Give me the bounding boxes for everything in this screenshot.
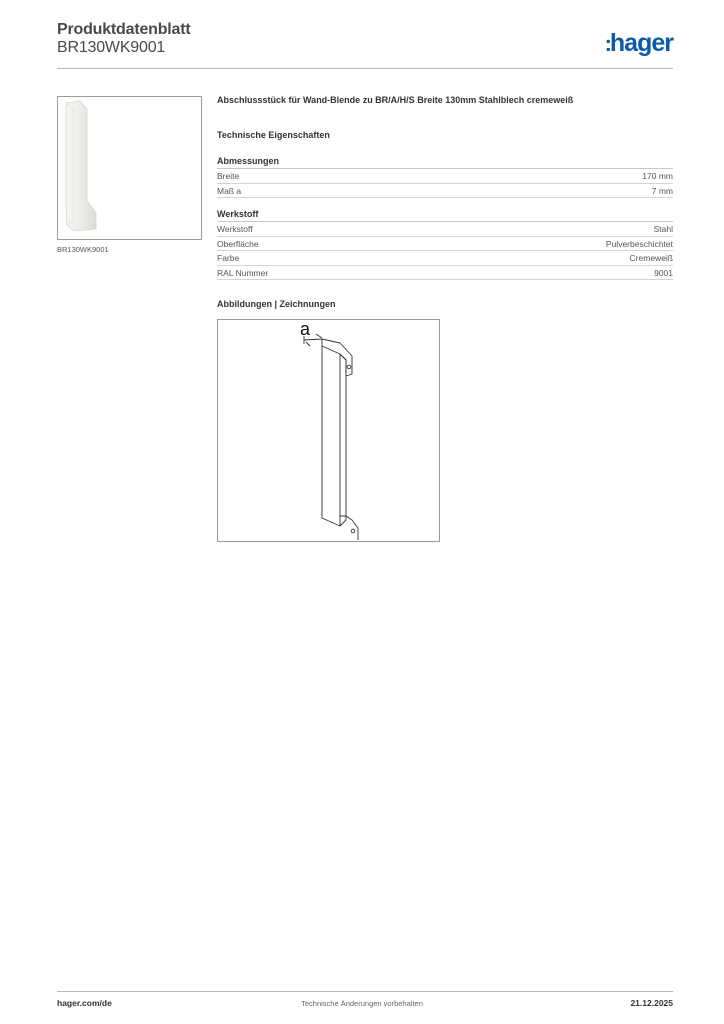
product-image-caption: BR130WK9001 [57, 245, 109, 254]
group-heading-material: Werkstoff [217, 209, 673, 222]
spec-row [217, 184, 673, 199]
technical-drawing [217, 319, 440, 542]
logo-text: hager [609, 29, 673, 57]
spec-value: 9001 [654, 267, 673, 278]
spec-value: Cremeweiß [629, 253, 673, 263]
header-divider [57, 68, 673, 69]
footer-divider [57, 991, 673, 992]
spec-key: Farbe [217, 253, 240, 263]
spec-key: Breite [217, 171, 240, 181]
product-photo [58, 97, 201, 239]
spec-row [217, 266, 673, 281]
spec-key: Maß a [217, 185, 242, 196]
spec-row [217, 251, 673, 266]
logo-prefix: : [604, 31, 610, 56]
product-image [57, 96, 202, 240]
spec-key: Oberfläche [217, 238, 259, 249]
drawing-svg [218, 320, 439, 541]
group-heading-dimensions: Abmessungen [217, 156, 673, 169]
spec-row [217, 222, 673, 237]
spec-value: Pulverbeschichtet [605, 238, 673, 249]
spec-key: RAL Nummer [217, 267, 269, 278]
hager-logo [605, 29, 673, 58]
footer-website[interactable]: hager.com/de [57, 998, 112, 1008]
spec-value: 7 mm [651, 185, 673, 196]
tech-properties-heading: Technische Eigenschaften [217, 130, 330, 140]
spec-value: Stahl [653, 224, 673, 234]
spec-row [217, 169, 673, 184]
product-details [217, 95, 673, 309]
drawings-heading: Abbildungen | Zeichnungen [217, 299, 336, 309]
spec-value: 170 mm [642, 171, 673, 181]
page-header [57, 21, 673, 69]
document-title: Produktdatenblatt [57, 21, 191, 38]
spec-row [217, 237, 673, 252]
article-number: BR130WK9001 [57, 39, 166, 56]
footer-note: Technische Änderungen vorbehalten [301, 999, 423, 1008]
product-description: Abschlussstück für Wand-Blende zu BR/A/H/S Breite 130mm Stahlblech cremeweiß [217, 95, 574, 105]
footer-date: 21.12.2025 [630, 998, 673, 1008]
dimension-label: a [300, 320, 311, 339]
spec-key: Werkstoff [217, 224, 253, 234]
